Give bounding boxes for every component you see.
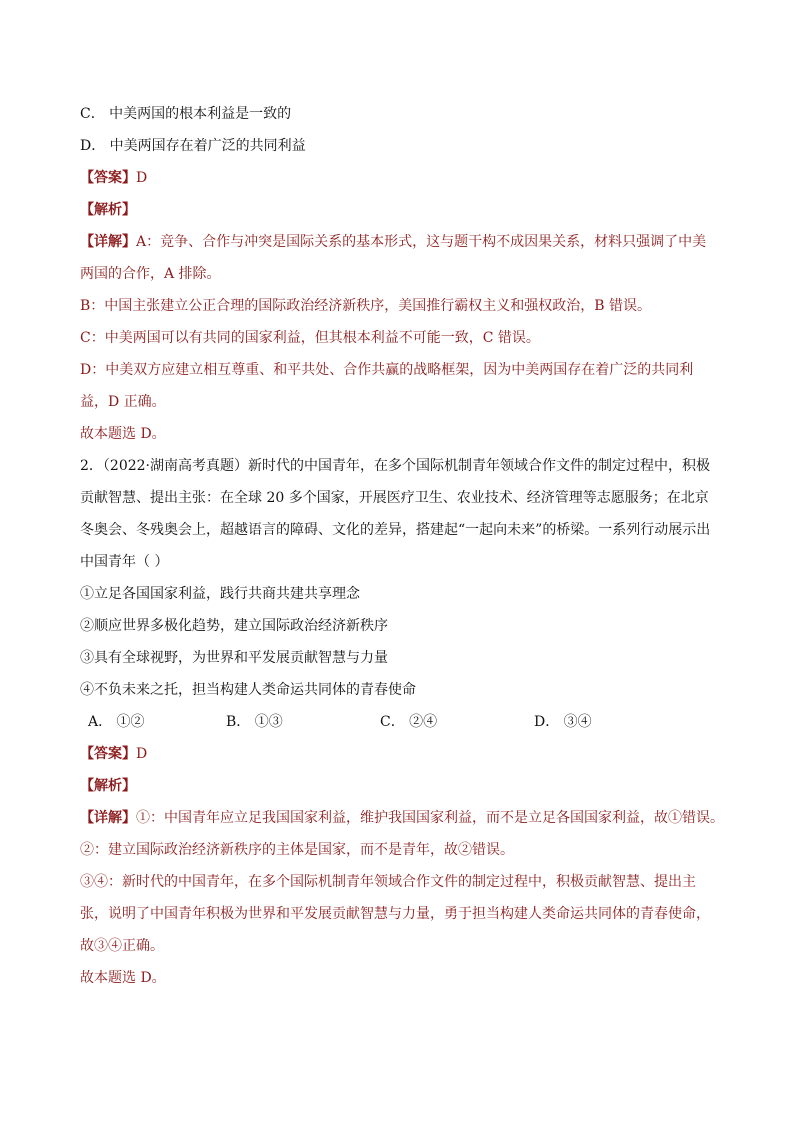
q1-detail-b: B：中国主张建立公正合理的国际政治经济新秩序，美国推行霸权主义和强权政治，B 错误。: [80, 298, 652, 314]
choice-a: A． ①②: [88, 714, 145, 730]
q2-analysis-label: 【解析】: [80, 778, 136, 794]
q1-conclusion: 故本题选 D。: [80, 426, 166, 442]
detail-text: A：竞争、合作与冲突是国际关系的基本形式，这与题干构不成因果关系，材料只强调了中美两国的合作，A 排除。: [80, 234, 707, 282]
answer-label: 【答案】: [80, 170, 136, 186]
answer-value: D: [136, 170, 148, 186]
q1-option-c: C． 中美两国的根本利益是一致的: [80, 106, 292, 122]
q2-choices: [80, 712, 720, 732]
answer-label: 【答案】: [80, 746, 136, 762]
answer-value: D: [136, 746, 148, 762]
q1-detail-a: [80, 226, 720, 290]
choice-b: B． ①③: [226, 714, 283, 730]
q2-detail-2: ②：建立国际政治经济新秩序的主体是国家，而不是青年，故②错误。: [80, 842, 514, 858]
q1-detail-c: C：中美两国可以有共同的国家利益，但其根本利益不可能一致，C 错误。: [80, 330, 540, 346]
choice-c: C． ②④: [380, 714, 438, 730]
q2-item-3: ③具有全球视野，为世界和平发展贡献智慧与力量: [80, 650, 388, 666]
detail-text: ①：中国青年应立足我国国家利益，维护我国国家利益，而不是立足各国国家利益，故①错误。: [136, 810, 724, 826]
choice-d: D． ③④: [534, 714, 592, 730]
q1-option-d: D． 中美两国存在着广泛的共同利益: [80, 138, 306, 154]
q2-conclusion: 故本题选 D。: [80, 970, 166, 986]
detail-label: 【详解】: [80, 810, 136, 826]
q1-answer: [80, 168, 147, 188]
q2-stem: 2．（2022·湖南高考真题）新时代的中国青年，在多个国际机制青年领域合作文件的制定过程中，积极贡献智慧、提出主张：在全球 20 多个国家，开展医疗卫生、农业技术、经济管理等志愿服务；在北京冬奥会、冬残奥会上，超越语言的障碍、文化的差异，搭建起“一起向未来”的桥梁。一系列行动展示出中国青年（ ）: [80, 458, 711, 570]
q2-detail-1: [80, 808, 724, 828]
q1-detail-d: D：中美双方应建立相互尊重、和平共处、合作共赢的战略框架，因为中美两国存在着广泛的共同利益，D 正确。: [80, 362, 694, 410]
q2-detail-34: ③④：新时代的中国青年，在多个国际机制青年领域合作文件的制定过程中，积极贡献智慧、提出主张，说明了中国青年积极为世界和平发展贡献智慧与力量，勇于担当构建人类命运共同体的青春使命，故③④正确。: [80, 874, 710, 954]
q1-analysis-label: 【解析】: [80, 202, 136, 218]
q2-answer: [80, 744, 147, 764]
q2-item-4: ④不负未来之托，担当构建人类命运共同体的青春使命: [80, 682, 416, 698]
detail-label: 【详解】: [80, 234, 136, 250]
q2-item-2: ②顺应世界多极化趋势，建立国际政治经济新秩序: [80, 618, 388, 634]
q2-item-1: ①立足各国国家利益，践行共商共建共享理念: [80, 586, 360, 602]
